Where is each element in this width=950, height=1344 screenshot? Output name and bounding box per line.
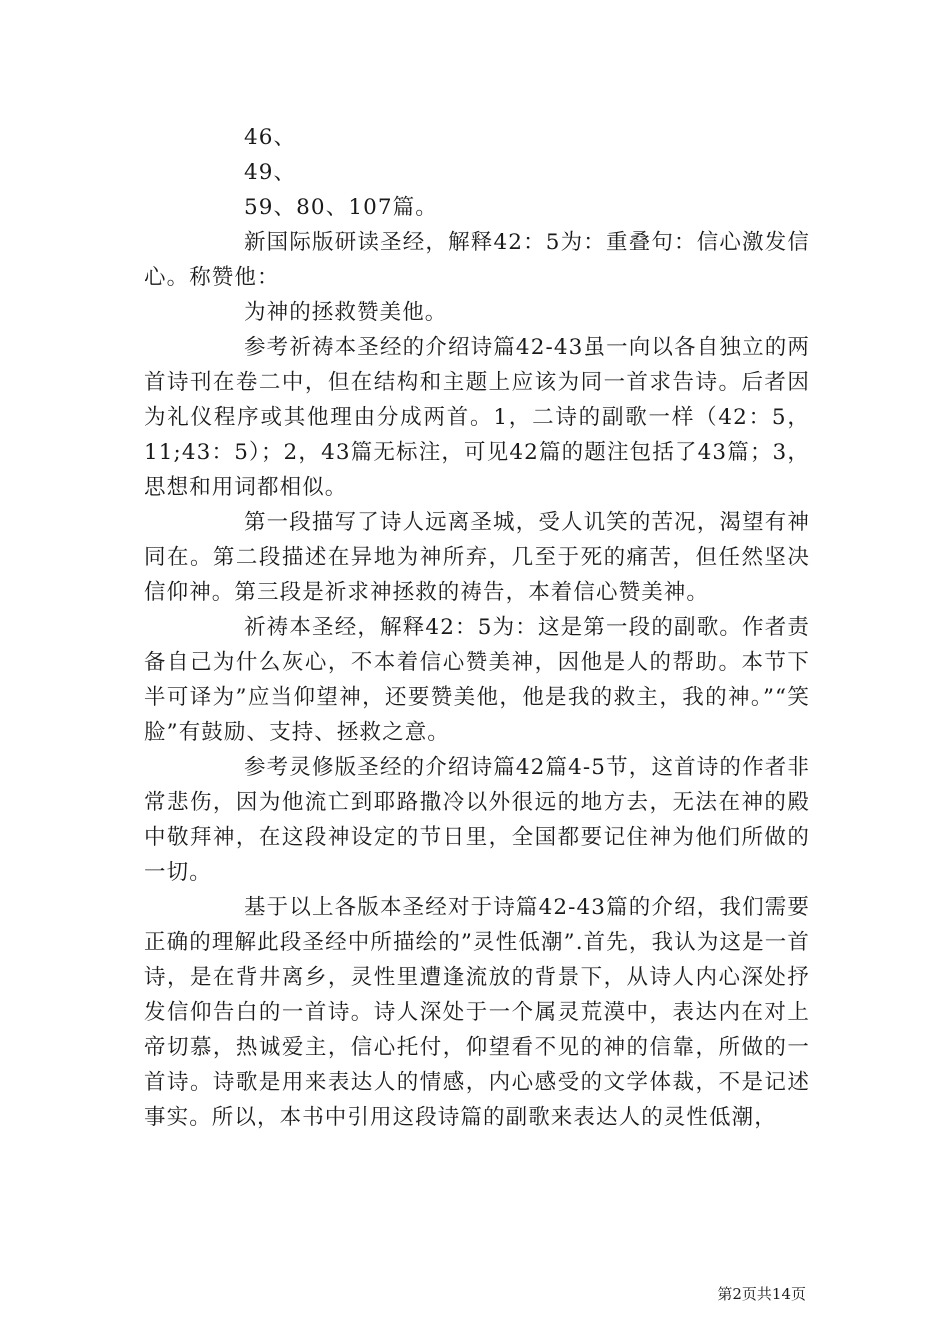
paragraph-prayer-bible-note: 祈祷本圣经，解释42：5为：这是第一段的副歌。作者责备自己为什么灰心，不本着信心赞美神，因他是人的帮助。本节下半可译为”应当仰望神，还要赞美他，他是我的救主，我的神。”“笑脸”有鼓励、支持、拯救之意。 [144, 615, 810, 745]
numbered-line: 49、 [244, 160, 297, 185]
numbered-line: 59、80、107篇。 [244, 195, 438, 220]
paragraph-section-summary: 第一段描写了诗人远离圣城，受人讥笑的苦况，渴望有神同在。第二段描述在异地为神所弃，几至于死的痛苦，但任然坚决信仰神。第三段是祈求神拯救的祷告，本着信心赞美神。 [144, 510, 810, 605]
body-text [144, 120, 810, 1135]
paragraph-niv-study: 新国际版研读圣经，解释42：5为：重叠句：信心激发信心。称赞他： [144, 230, 810, 290]
paragraph-praise: 为神的拯救赞美他。 [244, 300, 448, 325]
paragraph-prayer-bible-intro: 参考祈祷本圣经的介绍诗篇42-43虽一向以各自独立的两首诗刊在卷二中，但在结构和主题上应该为同一首求告诗。后者因为礼仪程序或其他理由分成两首。1，二诗的副歌一样（42：5，11;43：5）；2，43篇无标注，可见42篇的题注包括了43篇；3，思想和用词都相似。 [144, 335, 810, 500]
page-number: 第2页共14页 [717, 1285, 806, 1303]
paragraph-conclusion: 基于以上各版本圣经对于诗篇42-43篇的介绍，我们需要正确的理解此段圣经中所描绘的”灵性低潮”.首先，我认为这是一首诗，是在背井离乡，灵性里遭逢流放的背景下，从诗人内心深处抒发信仰告白的一首诗。诗人深处于一个属灵荒漠中，表达内在对上帝切慕，热诚爱主，信心托付，仰望看不见的神的信靠，所做的一首诗。诗歌是用来表达人的情感，内心感受的文学体裁，不是记述事实。所以，本书中引用这段诗篇的副歌来表达人的灵性低潮， [144, 895, 810, 1130]
paragraph-devotional-bible: 参考灵修版圣经的介绍诗篇42篇4-5节，这首诗的作者非常悲伤，因为他流亡到耶路撒冷以外很远的地方去，无法在神的殿中敬拜神，在这段神设定的节日里，全国都要记住神为他们所做的一切。 [144, 755, 810, 885]
numbered-line: 46、 [244, 125, 297, 150]
